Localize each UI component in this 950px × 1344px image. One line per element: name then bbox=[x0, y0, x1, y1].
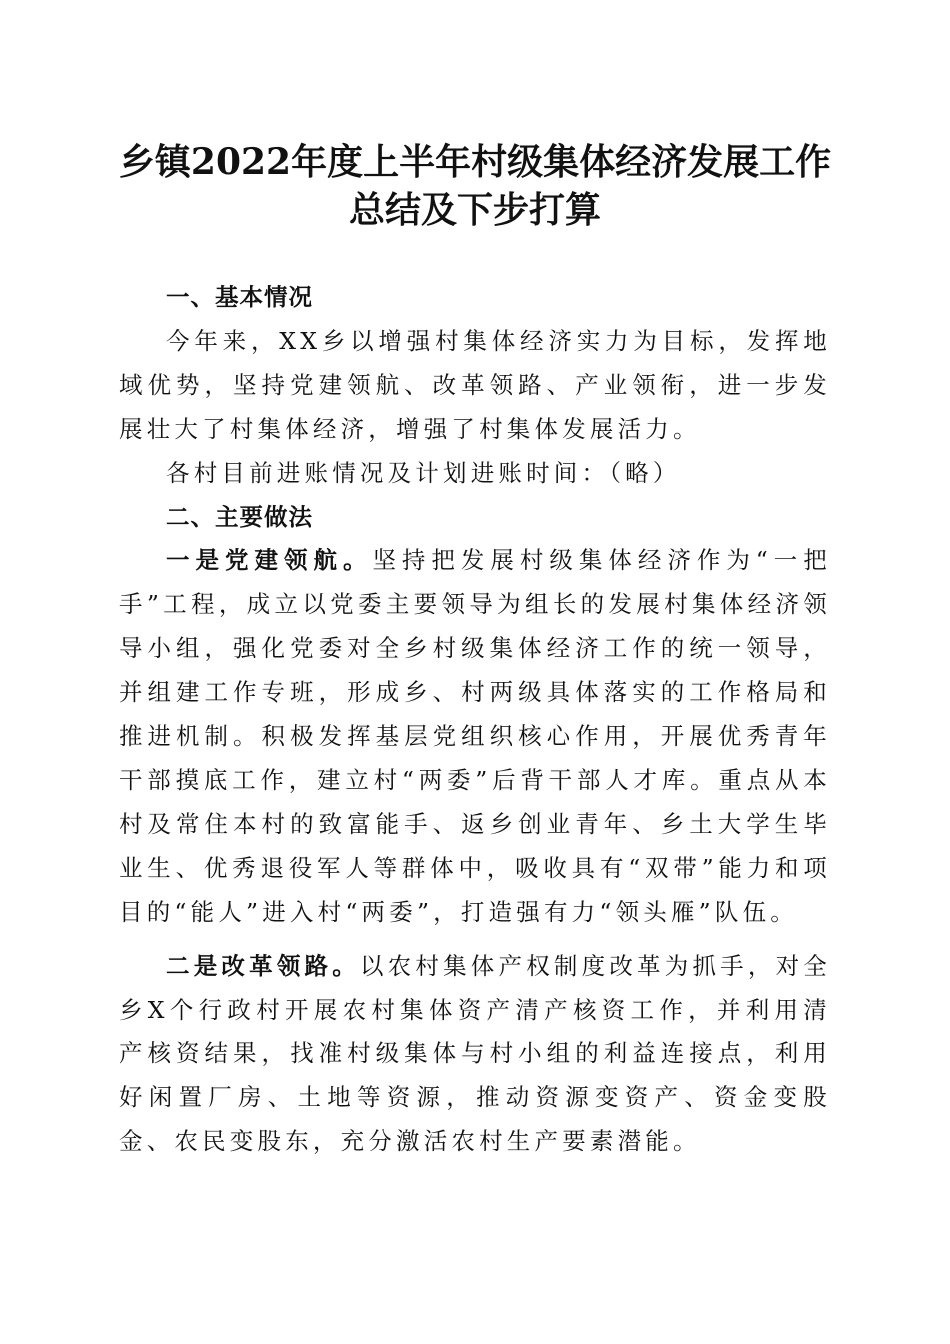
section2-heading: 二、主要做法 bbox=[166, 502, 313, 531]
document-title-line2: 总结及下步打算 bbox=[348, 189, 601, 231]
item1-lead: 一是党建领航。 bbox=[166, 546, 373, 575]
document-title-line1: 乡镇2022年度上半年村级集体经济发展工作 bbox=[118, 141, 832, 183]
item2-lead: 二是改革领路。 bbox=[166, 951, 360, 980]
section1-paragraph2: 各村目前进账情况及计划进账时间：（略） bbox=[166, 458, 681, 487]
item2-text: 以农村集体产权制度改革为抓手，对全乡X个行政村开展农村集体资产清产核资工作，并利用清产核资结果，找准村级集体与村小组的利益连接点，利用好闲置厂房、土地等资源，推动资源变资产、资金变股金、农民变股东，充分激活农村生产要素潜能。 bbox=[119, 951, 831, 1156]
section1-paragraph1: 今年来，XX乡以增强村集体经济实力为目标，发挥地域优势，坚持党建领航、改革领路、产业领衔，进一步发展壮大了村集体经济，增强了村集体发展活力。 bbox=[119, 326, 831, 443]
section2-item2 bbox=[119, 945, 831, 1165]
section1-heading: 一、基本情况 bbox=[166, 283, 313, 311]
item1-text: 坚持把发展村级集体经济作为“一把手”工程，成立以党委主要领导为组长的发展村集体经济领导小组，强化党委对全乡村级集体经济工作的统一领导，并组建工作专班，形成乡、村两级具体落实的工作格局和推进机制。积极发挥基层党组织核心作用，开展优秀青年干部摸底工作，建立村“两委”后背干部人才库。重点从本村及常住本村的致富能手、返乡创业青年、乡土大学生毕业生、优秀退役军人等群体中，吸收具有“双带”能力和项目的“能人”进入村“两委”，打造强有力“领头雁”队伍。 bbox=[119, 546, 831, 926]
paragraph-gap bbox=[119, 935, 831, 945]
section2-item1 bbox=[119, 539, 831, 934]
document-body bbox=[119, 276, 831, 1164]
